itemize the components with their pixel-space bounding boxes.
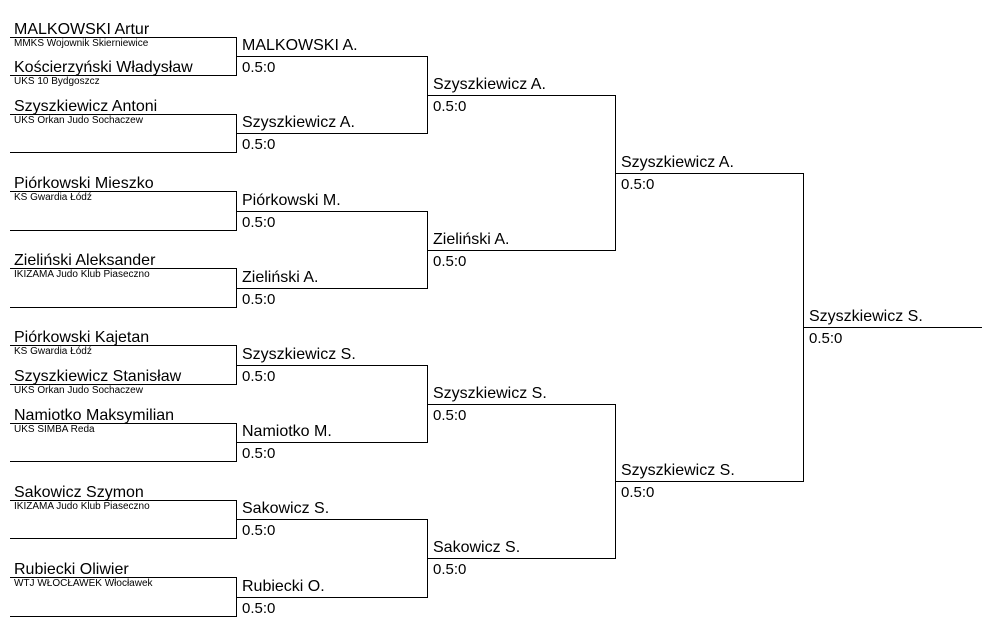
winner-line: [236, 56, 427, 57]
competitor-club: IKIZAMA Judo Klub Piaseczno: [14, 269, 150, 280]
winner-line: [427, 250, 615, 251]
match-score: 0.5:0: [242, 59, 276, 76]
winner-line: [236, 288, 427, 289]
winner-line: [236, 442, 427, 443]
competitor-club: KS Gwardia Łódź: [14, 346, 92, 357]
winner-line: [236, 519, 427, 520]
winner-line: [236, 133, 427, 134]
competitor-line: [10, 538, 236, 539]
competitor-club: IKIZAMA Judo Klub Piaseczno: [14, 501, 150, 512]
match-score: 0.5:0: [621, 176, 655, 193]
match-score: 0.5:0: [433, 98, 467, 115]
winner-line: [427, 558, 615, 559]
competitor-line: [10, 307, 236, 308]
match-winner: Zieliński A.: [242, 269, 319, 286]
match-winner: Szyszkiewicz S.: [433, 385, 547, 402]
competitor-club: MMKS Wojownik Skierniewice: [14, 38, 149, 49]
winner-line: [236, 365, 427, 366]
competitor-name: Kościerzyński Władysław: [14, 59, 193, 76]
winner-line: [615, 173, 803, 174]
competitor-name: Szyszkiewicz Stanisław: [14, 368, 182, 385]
winner-line: [236, 211, 427, 212]
match-winner: Szyszkiewicz A.: [621, 154, 734, 171]
winner-line: [236, 597, 427, 598]
match-score: 0.5:0: [242, 291, 276, 308]
match-winner: Sakowicz S.: [242, 500, 330, 517]
match-winner: MALKOWSKI A.: [242, 37, 358, 54]
competitor-name: Namiotko Maksymilian: [14, 407, 175, 424]
match-score: 0.5:0: [242, 368, 276, 385]
match-winner: Namiotko M.: [242, 423, 332, 440]
competitor-line: [10, 152, 236, 153]
match-score: 0.5:0: [242, 214, 276, 231]
competitor-name: Piórkowski Mieszko: [14, 175, 154, 192]
competitor-club: UKS SIMBA Reda: [14, 424, 95, 435]
competitor-name: Rubiecki Oliwier: [14, 561, 129, 578]
match-winner: Piórkowski M.: [242, 192, 341, 209]
match-winner: Szyszkiewicz A.: [433, 76, 546, 93]
match-score: 0.5:0: [433, 253, 467, 270]
competitor-club: WTJ WŁOCŁAWEK Włocławek: [14, 578, 153, 589]
competitor-club: UKS Orkan Judo Sochaczew: [14, 385, 143, 396]
match-score: 0.5:0: [242, 522, 276, 539]
competitor-name: Szyszkiewicz Antoni: [14, 98, 158, 115]
competitor-name: MALKOWSKI Artur: [14, 21, 150, 38]
winner-line: [615, 481, 803, 482]
match-winner: Szyszkiewicz A.: [242, 114, 355, 131]
match-winner: Szyszkiewicz S.: [242, 346, 356, 363]
match-winner: Zieliński A.: [433, 231, 510, 248]
winner-line: [803, 327, 982, 328]
match-score: 0.5:0: [433, 561, 467, 578]
match-score: 0.5:0: [433, 407, 467, 424]
competitor-name: Piórkowski Kajetan: [14, 329, 150, 346]
competitor-name: Sakowicz Szymon: [14, 484, 144, 501]
competitor-name: Zieliński Aleksander: [14, 252, 156, 269]
winner-line: [427, 95, 615, 96]
match-score: 0.5:0: [621, 484, 655, 501]
winner-line: [427, 404, 615, 405]
match-winner: Rubiecki O.: [242, 578, 325, 595]
match-score: 0.5:0: [242, 136, 276, 153]
match-score: 0.5:0: [242, 600, 276, 617]
match-winner: Sakowicz S.: [433, 539, 521, 556]
competitor-club: UKS Orkan Judo Sochaczew: [14, 115, 143, 126]
competitor-line: [10, 230, 236, 231]
competitor-club: UKS 10 Bydgoszcz: [14, 76, 100, 87]
competitor-club: KS Gwardia Łódź: [14, 192, 92, 203]
match-score: 0.5:0: [242, 445, 276, 462]
match-winner: Szyszkiewicz S.: [621, 462, 735, 479]
competitor-line: [10, 461, 236, 462]
match-winner: Szyszkiewicz S.: [809, 308, 923, 325]
match-score: 0.5:0: [809, 330, 843, 347]
